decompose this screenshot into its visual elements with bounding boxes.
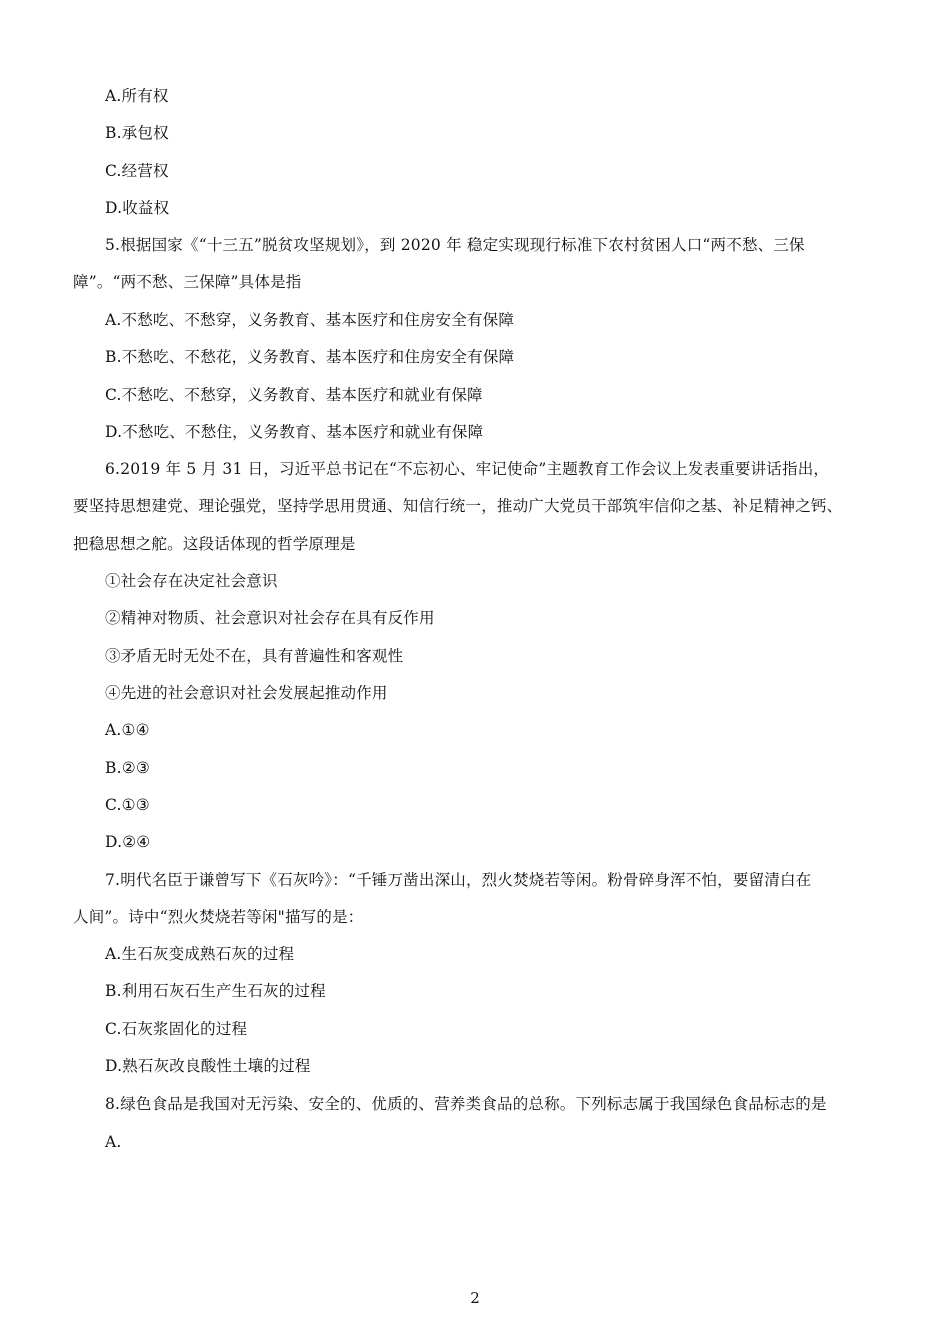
q6-option-d: D.②④ — [105, 833, 151, 851]
q6-statement-4: ④先进的社会意识对社会发展起推动作用 — [105, 684, 388, 702]
q6-option-a: A.①④ — [105, 721, 150, 739]
q4-option-c: C.经营权 — [105, 162, 169, 180]
q7-stem-line2: 人间”。诗中“烈火焚烧若等闲"描写的是： — [73, 908, 364, 926]
q6-option-c: C.①③ — [105, 796, 150, 814]
q6-stem-line2: 要坚持思想建党、理论强党，坚持学思用贯通、知信行统一，推动广大党员干部筑牢信仰之基、补足精神之钙、 — [73, 497, 843, 515]
q7-option-a: A.生石灰变成熟石灰的过程 — [105, 945, 295, 963]
q7-option-c: C.石灰浆固化的过程 — [105, 1020, 248, 1038]
page-number: 2 — [470, 1289, 480, 1307]
q7-stem-line1: 7.明代名臣于谦曾写下《石灰吟》：“千锤万凿出深山，烈火焚烧若等闲。粉骨碎身浑不怕，要留清白在 — [105, 871, 812, 889]
q6-statement-2: ②精神对物质、社会意识对社会存在具有反作用 — [105, 609, 435, 627]
q7-option-b: B.利用石灰石生产生石灰的过程 — [105, 982, 326, 1000]
q5-option-b: B.不愁吃、不愁花，义务教育、基本医疗和住房安全有保障 — [105, 348, 515, 366]
q6-stem-line3: 把稳思想之舵。这段话体现的哲学原理是 — [73, 535, 356, 553]
q8-stem-line1: 8.绿色食品是我国对无污染、安全的、优质的、营养类食品的总称。下列标志属于我国绿色食品标志的是 — [105, 1095, 827, 1113]
q6-option-b: B.②③ — [105, 759, 150, 777]
q5-stem-line1: 5.根据国家《“十三五”脱贫攻坚规划》，到 2020 年 稳定实现现行标准下农村贫困人口“两不愁、三保 — [105, 236, 805, 254]
q5-option-a: A.不愁吃、不愁穿，义务教育、基本医疗和住房安全有保障 — [105, 311, 515, 329]
q4-option-d: D.收益权 — [105, 199, 170, 217]
q8-option-a: A. — [105, 1133, 122, 1151]
q7-option-d: D.熟石灰改良酸性土壤的过程 — [105, 1057, 311, 1075]
q6-stem-line1: 6.2019 年 5 月 31 日，习近平总书记在“不忘初心、牢记使命”主题教育工作会议上发表重要讲话指出， — [105, 460, 830, 478]
q5-option-c: C.不愁吃、不愁穿，义务教育、基本医疗和就业有保障 — [105, 386, 483, 404]
q5-option-d: D.不愁吃、不愁住，义务教育、基本医疗和就业有保障 — [105, 423, 484, 441]
q6-statement-3: ③矛盾无时无处不在，具有普遍性和客观性 — [105, 647, 404, 665]
q6-statement-1: ①社会存在决定社会意识 — [105, 572, 278, 590]
q4-option-a: A.所有权 — [105, 87, 169, 105]
q4-option-b: B.承包权 — [105, 124, 169, 142]
q5-stem-line2: 障”。“两不愁、三保障”具体是指 — [73, 273, 302, 291]
